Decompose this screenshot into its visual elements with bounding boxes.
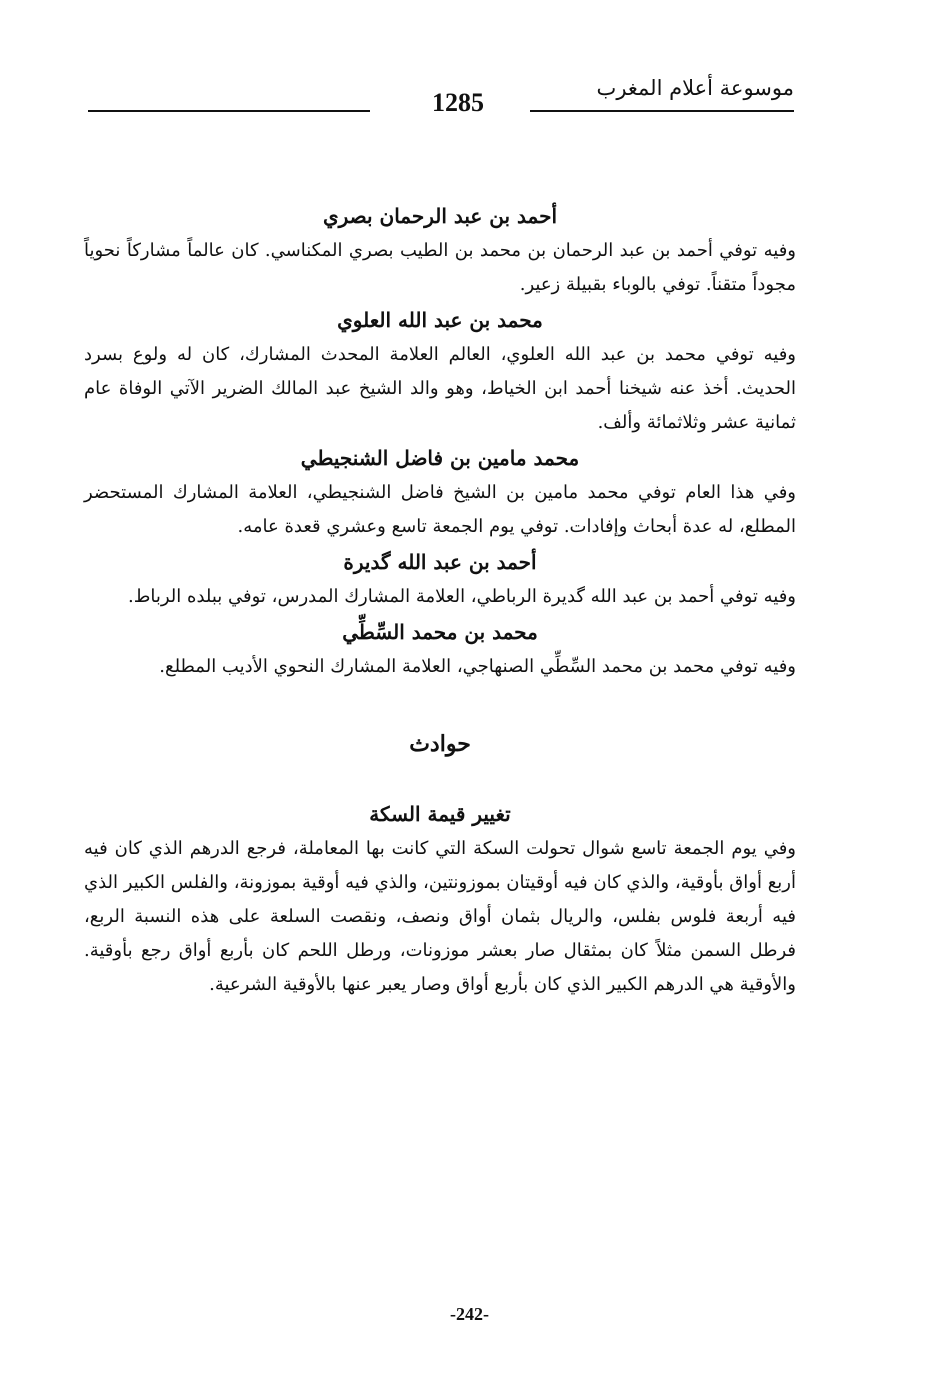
obituary-entry bbox=[84, 302, 796, 440]
events-subtitle: تغيير قيمة السكة bbox=[369, 802, 511, 826]
page-content bbox=[84, 198, 796, 1002]
events-title: حوادث bbox=[409, 731, 471, 757]
entry-heading: محمد بن محمد السِّطِّي bbox=[342, 620, 538, 644]
running-title: موسوعة أعلام المغرب bbox=[596, 76, 794, 100]
entry-body: وفي هذا العام توفي محمد مامين بن الشيخ فاضل الشنجيطي، العلامة المشارك المستحضر المطلع، له عدة أبحاث وإفادات. توفي يوم الجمعة تاسع وعشري قعدة عامه. bbox=[84, 482, 796, 537]
entry-body: وفيه توفي أحمد بن عبد الرحمان بن محمد بن الطيب بصري المكناسي. كان عالماً مشاركاً نحوياً مجوداً متقناً. توفي بالوباء بقبيلة زعير. bbox=[84, 240, 796, 295]
header-rule-left bbox=[88, 110, 370, 112]
obituary-entry bbox=[84, 440, 796, 544]
events-section bbox=[84, 724, 796, 1002]
obituary-entry bbox=[84, 544, 796, 614]
entry-heading: أحمد بن عبد الله گديرة bbox=[343, 550, 537, 574]
page-header bbox=[88, 70, 794, 130]
entry-body: وفيه توفي محمد بن محمد السِّطِّي الصنهاجي، العلامة المشارك النحوي الأديب المطلع. bbox=[159, 656, 796, 677]
footer-page-number: -242- bbox=[450, 1304, 489, 1324]
entry-heading: محمد مامين بن فاضل الشنجيطي bbox=[300, 446, 580, 470]
obituary-entry bbox=[84, 614, 796, 684]
entry-heading: أحمد بن عبد الرحمان بصري bbox=[322, 204, 558, 228]
page-number: 1285 bbox=[432, 88, 484, 117]
entry-heading: محمد بن عبد الله العلوي bbox=[337, 308, 543, 332]
obituary-entry bbox=[84, 198, 796, 302]
entry-body: وفيه توفي محمد بن عبد الله العلوي، العالم العلامة المحدث المشارك، كان له ولوع بسرد الحديث. أخذ عنه شيخنا أحمد ابن الخياط، وهو والد الشيخ عبد المالك الضرير الآتي الوفاة عام ثمانية عشر وثلاثمائة وألف. bbox=[84, 344, 796, 433]
entry-body: وفيه توفي أحمد بن عبد الله گديرة الرباطي، العلامة المشارك المدرس، توفي ببلده الرباط. bbox=[128, 586, 796, 607]
events-body: وفي يوم الجمعة تاسع شوال تحولت السكة التي كانت بها المعاملة، فرجع الدرهم الذي كان فيه أربع أواق بأوقية، والذي كان فيه أوقيتان بموزونتين، والذي فيه أوقية بموزونة، والفلس الكبير الذي فيه أربعة فلوس بفلس، والريال بثمان أواق ونصف، ونقصت السلعة على هذه النسبة الربع، فرطل السمن مثلاً كان بمثقال صار بعشر موزونات، ورطل اللحم كان بأربع أواق رجع بأوقية. والأوقية هي الدرهم الكبير الذي كان بأربع أواق وصار يعبر عنها بالأوقية الشرعية. bbox=[84, 838, 796, 995]
header-rule-right bbox=[530, 110, 794, 112]
